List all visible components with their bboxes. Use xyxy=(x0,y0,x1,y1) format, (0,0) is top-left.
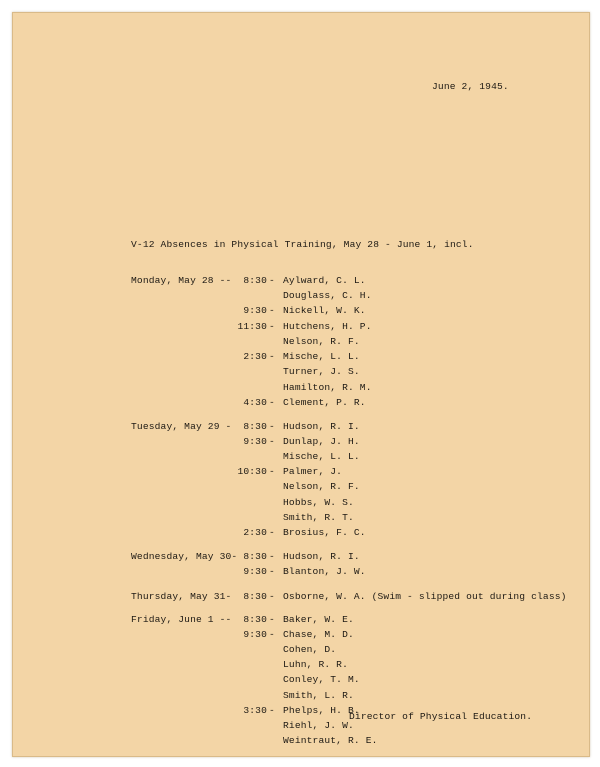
absence-row xyxy=(13,589,589,604)
absence-time: 9:30 xyxy=(243,629,267,640)
absence-name: Luhn, R. R. xyxy=(283,659,348,670)
absence-name: Smith, L. R. xyxy=(283,690,354,701)
absence-name: Chase, M. D. xyxy=(283,629,354,640)
document-date: June 2, 1945. xyxy=(432,81,509,92)
absence-time: 8:30 xyxy=(243,275,267,286)
absence-time: 10:30 xyxy=(237,466,267,477)
dash-separator: - xyxy=(269,705,275,716)
dash-separator: - xyxy=(269,305,275,316)
absence-day: Wednesday, May 30- xyxy=(131,551,238,562)
absence-time: 9:30 xyxy=(243,566,267,577)
absence-row xyxy=(13,642,589,657)
absence-row xyxy=(13,525,589,540)
absence-time: 11:30 xyxy=(237,321,267,332)
absence-day: Monday, May 28 -- xyxy=(131,275,232,286)
dash-separator: - xyxy=(269,566,275,577)
absence-name: Weintraut, R. E. xyxy=(283,735,378,746)
dash-separator: - xyxy=(269,275,275,286)
absence-name: Blanton, J. W. xyxy=(283,566,366,577)
absence-name: Baker, W. E. xyxy=(283,614,354,625)
absence-name: Dunlap, J. H. xyxy=(283,436,360,447)
signature-line: Director of Physical Education. xyxy=(349,711,533,722)
absence-time: 8:30 xyxy=(243,551,267,562)
absence-name: Riehl, J. W. xyxy=(283,720,354,731)
absence-time: 9:30 xyxy=(243,305,267,316)
absence-name: Turner, J. S. xyxy=(283,366,360,377)
absence-name: Smith, R. T. xyxy=(283,512,354,523)
absence-time: 8:30 xyxy=(243,591,267,602)
absence-row xyxy=(13,733,589,748)
dash-separator: - xyxy=(269,397,275,408)
absence-row xyxy=(13,495,589,510)
absence-row xyxy=(13,612,589,627)
absence-day: Tuesday, May 29 - xyxy=(131,421,232,432)
absence-row xyxy=(13,564,589,579)
absence-row xyxy=(13,434,589,449)
absence-row xyxy=(13,672,589,687)
absence-row xyxy=(13,273,589,288)
dash-separator: - xyxy=(269,466,275,477)
absence-name: Hobbs, W. S. xyxy=(283,497,354,508)
absence-time: 8:30 xyxy=(243,614,267,625)
absence-time: 2:30 xyxy=(243,351,267,362)
absence-row xyxy=(13,657,589,672)
absence-row xyxy=(13,303,589,318)
absence-row xyxy=(13,380,589,395)
absence-row xyxy=(13,479,589,494)
dash-separator: - xyxy=(269,629,275,640)
absence-row xyxy=(13,364,589,379)
dash-separator: - xyxy=(269,351,275,362)
absence-name: Nelson, R. F. xyxy=(283,481,360,492)
absence-name: Clement, P. R. xyxy=(283,397,366,408)
absence-name: Cohen, D. xyxy=(283,644,337,655)
absence-row xyxy=(13,319,589,334)
absence-name: Brosius, F. C. xyxy=(283,527,366,538)
absence-name: Nelson, R. F. xyxy=(283,336,360,347)
absence-name: Nickell, W. K. xyxy=(283,305,366,316)
document-title: V-12 Absences in Physical Training, May 28 - June 1, incl. xyxy=(131,239,474,250)
dash-separator: - xyxy=(269,321,275,332)
absence-name: Mische, L. L. xyxy=(283,351,360,362)
absence-row xyxy=(13,464,589,479)
absence-name: Osborne, W. A. (Swim - slipped out during class) xyxy=(283,591,567,602)
absence-name: Palmer, J. xyxy=(283,466,343,477)
absence-row xyxy=(13,688,589,703)
absence-row xyxy=(13,510,589,525)
absence-row xyxy=(13,419,589,434)
dash-separator: - xyxy=(269,527,275,538)
document-page xyxy=(12,12,590,757)
dash-separator: - xyxy=(269,591,275,602)
absence-time: 4:30 xyxy=(243,397,267,408)
absence-name: Hudson, R. I. xyxy=(283,421,360,432)
absence-name: Hudson, R. I. xyxy=(283,551,360,562)
dash-separator: - xyxy=(269,421,275,432)
absence-row xyxy=(13,395,589,410)
absence-row xyxy=(13,334,589,349)
dash-separator: - xyxy=(269,436,275,447)
absence-day: Thursday, May 31- xyxy=(131,591,232,602)
absence-row xyxy=(13,449,589,464)
absence-name: Hutchens, H. P. xyxy=(283,321,372,332)
absence-time: 3:30 xyxy=(243,705,267,716)
absence-time: 9:30 xyxy=(243,436,267,447)
absence-time: 2:30 xyxy=(243,527,267,538)
absence-row xyxy=(13,288,589,303)
dash-separator: - xyxy=(269,551,275,562)
absence-day: Friday, June 1 -- xyxy=(131,614,232,625)
absence-name: Douglass, C. H. xyxy=(283,290,372,301)
absence-name: Conley, T. M. xyxy=(283,674,360,685)
absence-time: 8:30 xyxy=(243,421,267,432)
dash-separator: - xyxy=(269,614,275,625)
absence-name: Phelps, H. B. xyxy=(283,705,360,716)
absence-row xyxy=(13,549,589,564)
absence-name: Mische, L. L. xyxy=(283,451,360,462)
absence-row xyxy=(13,349,589,364)
absence-name: Hamilton, R. M. xyxy=(283,382,372,393)
absence-row xyxy=(13,627,589,642)
absence-name: Aylward, C. L. xyxy=(283,275,366,286)
